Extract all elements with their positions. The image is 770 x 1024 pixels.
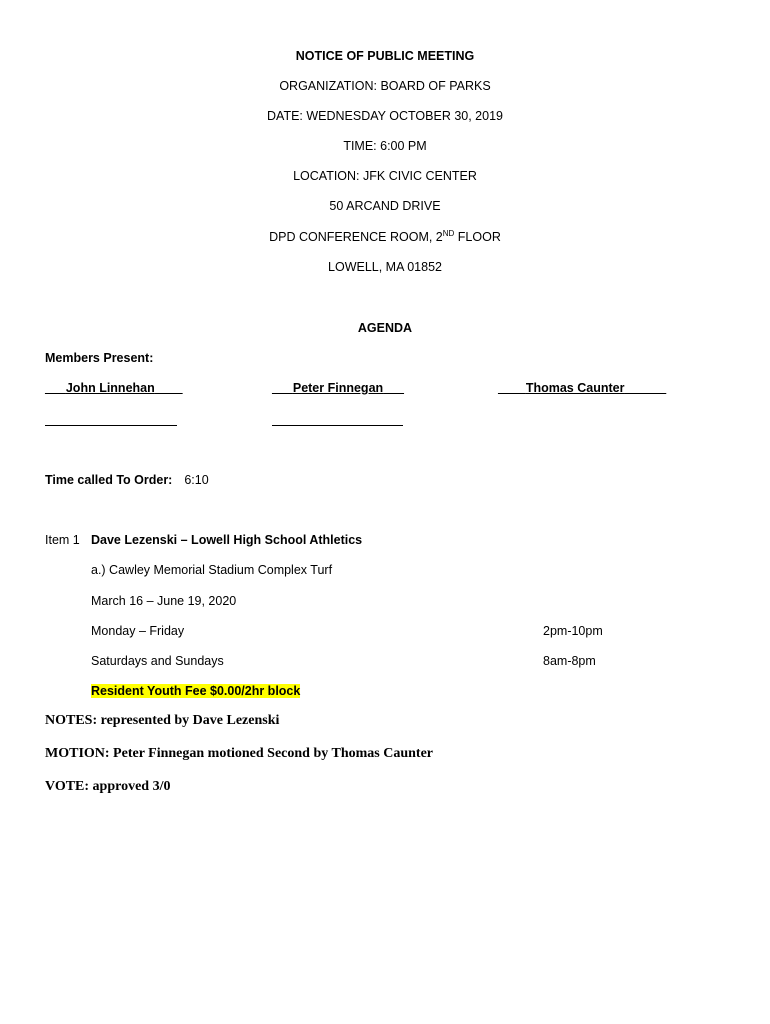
item-title: Dave Lezenski – Lowell High School Athletics [91,533,363,547]
weekend-hours: 8am-8pm [543,654,596,668]
weekday-label: Monday – Friday [91,624,185,638]
room-superscript: ND [442,229,455,238]
time-called-label: Time called To Order: [45,473,173,487]
time-called-row [45,472,209,488]
location-line: LOCATION: JFK CIVIC CENTER [293,169,477,183]
agenda-heading: AGENDA [357,321,413,335]
room-suffix: FLOOR [454,230,501,244]
member-1: ___John Linnehan____ [45,381,183,395]
notice-title: NOTICE OF PUBLIC MEETING [295,49,475,63]
organization-line: ORGANIZATION: BOARD OF PARKS [279,79,491,93]
member-blank-line-2 [272,425,403,426]
member-2: ___Peter Finnegan___ [272,381,405,395]
city-line: LOWELL, MA 01852 [328,260,442,274]
notes-line: NOTES: represented by Dave Lezenski [45,713,280,728]
member-blank-line-1 [45,425,177,426]
weekend-label: Saturdays and Sundays [91,654,224,668]
weekday-hours: 2pm-10pm [543,624,603,638]
vote-line: VOTE: approved 3/0 [45,779,171,794]
member-3-name: Thomas Caunter [525,381,625,395]
address-line: 50 ARCAND DRIVE [329,199,441,213]
fee-highlight: Resident Youth Fee $0.00/2hr block [91,684,301,698]
member-3: ____Thomas Caunter______ [498,381,667,395]
time-called-value: 6:10 [184,473,209,487]
item-number: Item 1 [45,533,80,547]
item-dates: March 16 – June 19, 2020 [91,594,237,608]
item-subitem: a.) Cawley Memorial Stadium Complex Turf [91,563,333,577]
date-line: DATE: WEDNESDAY OCTOBER 30, 2019 [267,109,503,123]
member-2-name: Peter Finnegan [292,381,384,395]
motion-line: MOTION: Peter Finnegan motioned Second by Thomas Caunter [45,746,433,761]
members-label: Members Present: [45,351,154,365]
room-prefix: DPD CONFERENCE ROOM, 2 [269,230,443,244]
member-1-name: John Linnehan [65,381,155,395]
time-line: TIME: 6:00 PM [343,139,427,153]
fee-line [91,683,300,699]
room-line [0,229,770,245]
